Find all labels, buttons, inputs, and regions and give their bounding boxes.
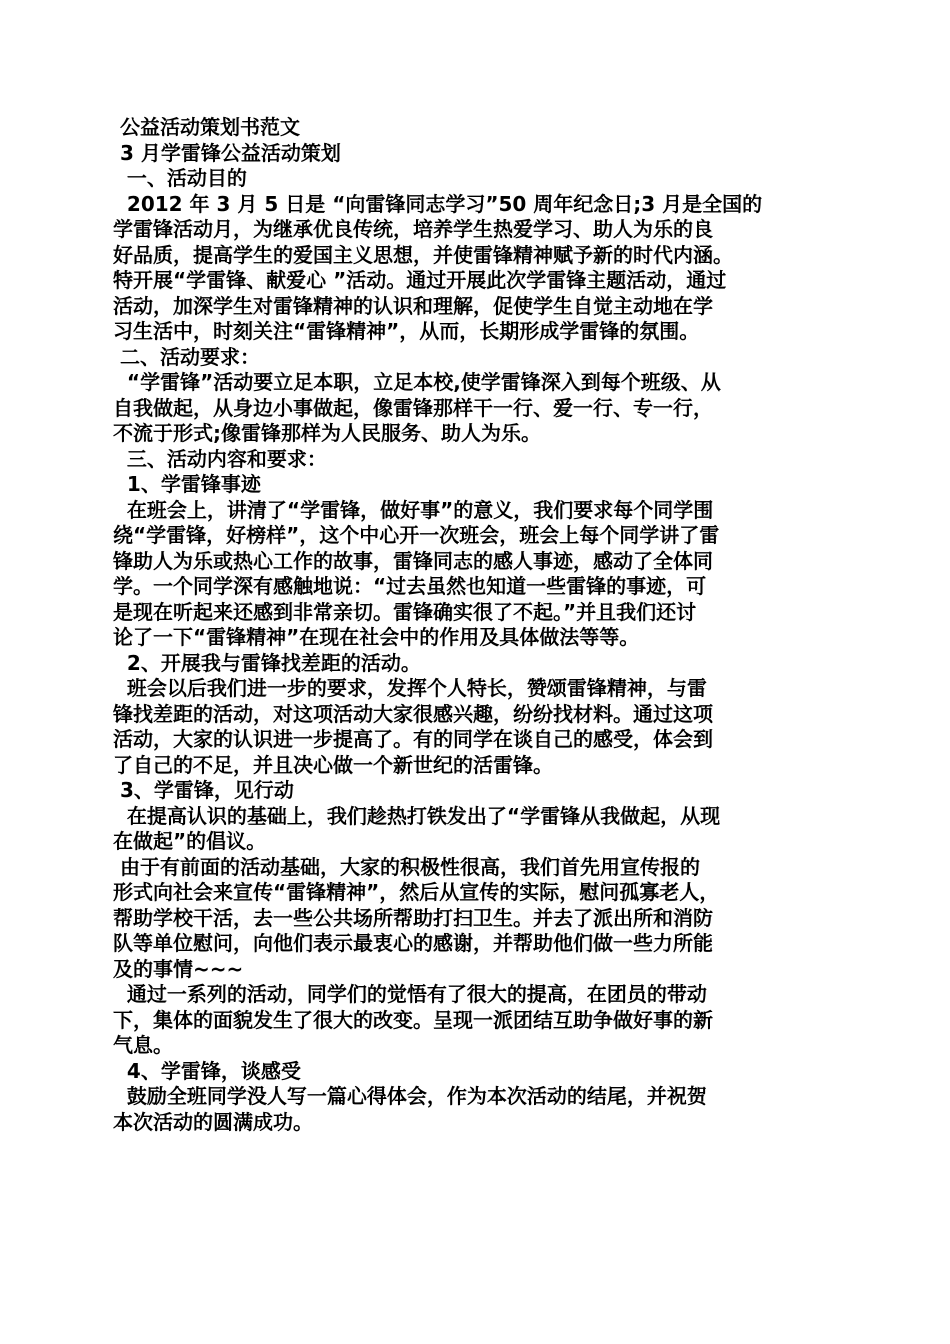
paragraph-line: 在班会上，讲清了“学雷锋，做好事”的意义，我们要求每个同学围: [113, 497, 714, 522]
paragraph-line: 队等单位慰问，向他们表示最衷心的感谢，并帮助他们做一些力所能: [113, 931, 713, 955]
paragraph-line: 特开展“学雷锋、献爱心 ”活动。通过开展此次学雷锋主题活动，通过: [113, 268, 727, 292]
section-paragraph: [113, 498, 841, 651]
paragraph-line: 活动，大家的认识进一步提高了。有的同学在谈自己的感受，体会到: [113, 727, 713, 751]
paragraph-line: 鼓励全班同学没人写一篇心得体会，作为本次活动的结尾，并祝贺: [113, 1084, 707, 1108]
section-paragraph: [113, 676, 841, 778]
paragraph-line: 不流于形式;像雷锋那样为人民服务、助人为乐。: [113, 421, 541, 445]
paragraph-line: 在做起”的倡议。: [113, 829, 267, 853]
paragraph-line: 下，集体的面貌发生了很大的改变。呈现一派团结互助争做好事的新: [113, 1007, 713, 1032]
paragraph-line: 及的事情~~~: [113, 956, 244, 981]
paragraph-line: 锋找差距的活动，对这项活动大家很感兴趣，纷纷找材料。通过这项: [113, 701, 713, 726]
section-paragraph: [113, 804, 841, 1059]
section-heading: 三、活动内容和要求：: [113, 446, 327, 471]
paragraph-line: 学。一个同学深有感触地说：“过去虽然也知道一些雷锋的事迹，可: [113, 574, 707, 598]
paragraph-line: 绕“学雷锋，好榜样”，这个中心开一次班会，班会上每个同学讲了雷: [113, 523, 720, 547]
section-paragraph: [113, 192, 841, 345]
document-page: [113, 115, 841, 1135]
section-paragraph: [113, 1084, 841, 1135]
paragraph-line: 是现在听起来还感到非常亲切。雷锋确实很了不起。”并且我们还讨: [113, 599, 697, 624]
paragraph-line: 通过一系列的活动，同学们的觉悟有了很大的提高，在团员的带动: [113, 982, 707, 1006]
section-heading: 3、学雷锋，见行动: [113, 778, 294, 802]
paragraph-line: 锋助人为乐或热心工作的故事，雷锋同志的感人事迹，感动了全体同: [113, 548, 713, 573]
paragraph-line: 形式向社会来宣传“雷锋精神”，然后从宣传的实际，慰问孤寡老人，: [113, 880, 720, 904]
paragraph-line: 学雷锋活动月，为继承优良传统，培养学生热爱学习、助人为乐的良: [113, 217, 713, 241]
paragraph-line: 好品质，提高学生的爱国主义思想，并使雷锋精神赋予新的时代内涵。: [113, 242, 733, 267]
document-title: 公益活动策划书范文: [113, 115, 300, 139]
section-heading: 2、开展我与雷锋找差距的活动。: [113, 650, 421, 675]
paragraph-line: 论了一下“雷锋精神”在现在社会中的作用及具体做法等等。: [113, 625, 640, 649]
paragraph-line: 由于有前面的活动基础，大家的积极性很高，我们首先用宣传报的: [113, 854, 700, 879]
paragraph-line: 了自己的不足，并且决心做一个新世纪的活雷锋。: [113, 752, 553, 777]
paragraph-line: 气息。: [113, 1033, 173, 1057]
paragraph-line: “学雷锋”活动要立足本职，立足本校,使学雷锋深入到每个班级、从: [113, 370, 721, 394]
paragraph-line: 活动，加深学生对雷锋精神的认识和理解，促使学生自觉主动地在学: [113, 293, 713, 318]
section-heading: 二、活动要求：: [113, 344, 260, 369]
paragraph-line: 自我做起，从身边小事做起，像雷锋那样干一行、爱一行、专一行，: [113, 395, 713, 420]
document-body: [113, 166, 841, 1135]
paragraph-line: 习生活中，时刻关注“雷锋精神”，从而，长期形成学雷锋的氛围。: [113, 319, 700, 343]
section-heading: 4、学雷锋，谈感受: [113, 1058, 301, 1083]
paragraph-line: 班会以后我们进一步的要求，发挥个人特长，赞颂雷锋精神，与雷: [113, 676, 707, 700]
document-subtitle: 3 月学雷锋公益活动策划: [113, 140, 341, 165]
section-heading: 1、学雷锋事迹: [113, 472, 261, 496]
paragraph-line: 本次活动的圆满成功。: [113, 1109, 313, 1134]
section-heading: 一、活动目的: [113, 166, 247, 190]
paragraph-line: 在提高认识的基础上，我们趁热打铁发出了“学雷锋从我做起，从现: [113, 803, 721, 828]
paragraph-line: 帮助学校干活，去一些公共场所帮助打扫卫生。并去了派出所和消防: [113, 905, 713, 930]
section-paragraph: [113, 370, 841, 447]
paragraph-line: 2012 年 3 月 5 日是 “向雷锋同志学习”50 周年纪念日;3 月是全国的: [113, 191, 763, 216]
